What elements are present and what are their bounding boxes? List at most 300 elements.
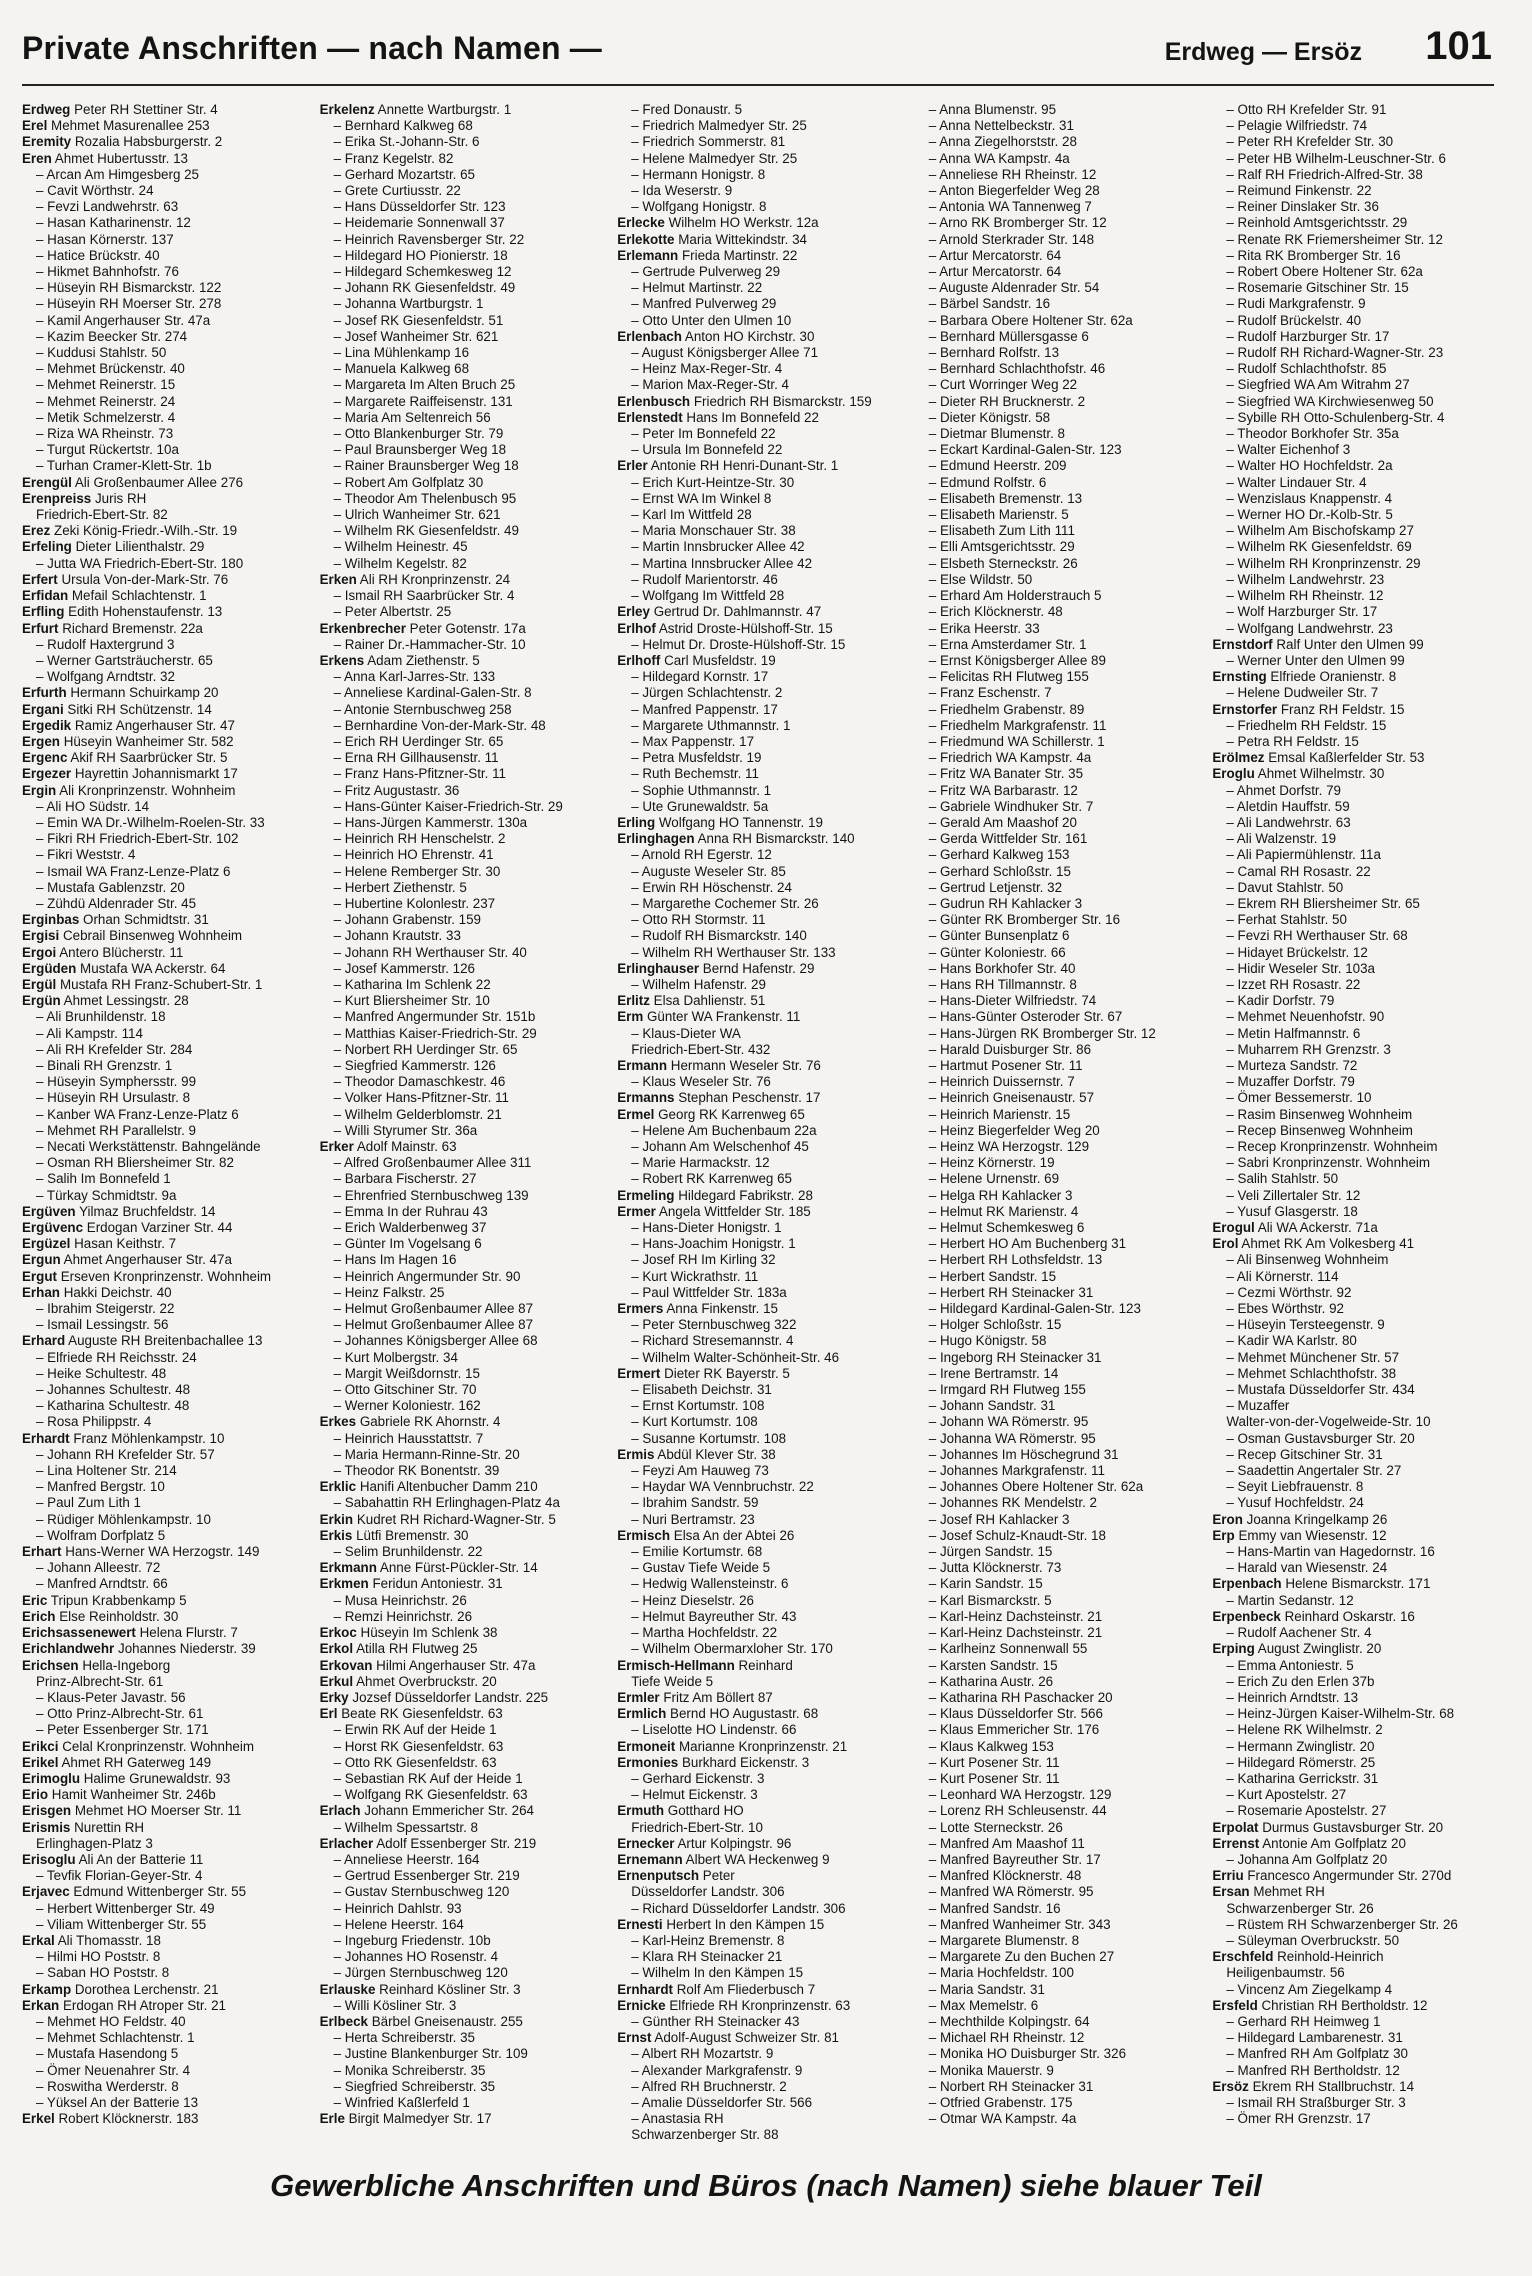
- entry-details: Hakki Deichstr. 40: [63, 1284, 172, 1300]
- entry-details: Elsa An der Abtei 26: [673, 1527, 795, 1543]
- directory-entry: [320, 621, 606, 637]
- directory-subentry: – Musa Heinrichstr. 26: [333, 1592, 467, 1608]
- directory-subentry: – Rosemarie Gitschiner Str. 15: [1226, 280, 1409, 296]
- directory-subentry: – Norbert RH Uerdinger Str. 65: [333, 1041, 518, 1057]
- entry-details: Hildegard Fabrikstr. 28: [678, 1187, 813, 1203]
- directory-subentry: – Camal RH Rosastr. 22: [1226, 863, 1371, 879]
- directory-subentry: – Richard Stresemannstr. 4: [631, 1333, 794, 1349]
- directory-entry: [22, 1252, 308, 1268]
- entry-details: Bärbel Gneisenaustr. 255: [371, 2013, 523, 2029]
- directory-subentry: – Tevfik Florian-Geyer-Str. 4: [36, 1868, 203, 1884]
- directory-subentry: – Elli Amtsgerichtsstr. 29: [928, 539, 1075, 555]
- directory-subentry: – Helmut Martinstr. 22: [631, 280, 763, 296]
- entry-surname: Erlinghagen: [617, 831, 695, 847]
- directory-subentry: – Margarete Zu den Buchen 27: [928, 1949, 1115, 1965]
- entry-surname: Erkis: [319, 1527, 353, 1543]
- directory-entry: [1212, 2079, 1498, 2095]
- directory-entry: [22, 491, 308, 507]
- directory-entry: [617, 1982, 903, 1998]
- directory-subentry: – Manfred Wanheimer Str. 343: [928, 1916, 1111, 1932]
- directory-entry: [320, 2014, 606, 2030]
- entry-details: Astrid Droste-Hülshoff-Str. 15: [658, 620, 833, 636]
- directory-entry: [1212, 766, 1498, 782]
- directory-subentry: – Josef RH Kahlacker 3: [928, 1511, 1070, 1527]
- entry-details: Beate RK Giesenfeldstr. 63: [341, 1706, 503, 1722]
- directory-subentry: – Mehmet Schlachthofstr. 38: [1226, 1365, 1397, 1381]
- directory-subentry: – Kazim Beecker Str. 274: [36, 328, 188, 344]
- directory-subentry: – Ebes Wörthstr. 92: [1226, 1301, 1344, 1317]
- directory-subentry: – Gertrud Letjenstr. 32: [928, 879, 1063, 895]
- directory-subentry: – Cavit Wörthstr. 24: [36, 183, 154, 199]
- entry-details: Kudret RH Richard-Wagner-Str. 5: [356, 1511, 556, 1527]
- entry-surname: Erhan: [22, 1284, 60, 1300]
- entry-surname: Ergül: [22, 976, 57, 992]
- entry-details: Hella-Ingeborg: [82, 1657, 171, 1673]
- directory-subentry: – Irene Bertramstr. 14: [928, 1365, 1059, 1381]
- directory-subentry: – Ali Körnerstr. 114: [1226, 1268, 1339, 1284]
- entry-details: Anna RH Bismarckstr. 140: [697, 831, 855, 847]
- directory-entry: [22, 1269, 308, 1285]
- directory-subentry: – Heinz Falkstr. 25: [333, 1284, 445, 1300]
- directory-entry: [320, 1803, 606, 1819]
- page-number: 101: [1425, 24, 1492, 68]
- entry-surname: Erol: [1212, 1236, 1239, 1252]
- entry-surname: Erisoglu: [22, 1851, 76, 1867]
- directory-subentry: – Johannes RK Mendelstr. 2: [928, 1495, 1098, 1511]
- directory-entry: [617, 1658, 903, 1674]
- entry-surname: Erschfeld: [1212, 1949, 1274, 1965]
- directory-subentry: – Ali RH Krefelder Str. 284: [36, 1041, 193, 1057]
- entry-details: Edith Hohenstaufenstr. 13: [68, 604, 223, 620]
- entry-details: Elfriede RH Kronprinzenstr. 63: [669, 1997, 851, 2013]
- directory-subentry: – Margarethe Cochemer Str. 26: [631, 895, 819, 911]
- directory-entry: [617, 993, 903, 1009]
- entry-details: Erdogan RH Atroper Str. 21: [62, 1997, 226, 2013]
- directory-subentry: – Margarete Raiffeisenstr. 131: [333, 393, 513, 409]
- entry-surname: Erdweg: [22, 102, 71, 117]
- entry-surname: Erpolat: [1212, 1819, 1259, 1835]
- entry-surname: Ermis: [617, 1446, 655, 1462]
- directory-entry: [22, 961, 308, 977]
- directory-subentry: – Rudolf Aachener Str. 4: [1226, 1625, 1372, 1641]
- entry-details: Annette Wartburgstr. 1: [377, 102, 512, 117]
- directory-subentry: – Rainer Braunsberger Weg 18: [333, 458, 519, 474]
- entry-surname: Ermanns: [617, 1090, 675, 1106]
- entry-surname: Erlemann: [617, 247, 679, 263]
- directory-subentry: – Holger Schloßstr. 15: [928, 1317, 1062, 1333]
- directory-column-1: [22, 102, 308, 2142]
- directory-subentry: – Ida Weserstr. 9: [631, 183, 733, 199]
- entry-surname: Erklic: [319, 1479, 357, 1495]
- directory-subentry: – Wilhelm RK Giesenfeldstr. 69: [1226, 539, 1412, 555]
- entry-surname: Eric: [22, 1592, 48, 1608]
- directory-subentry: – Hans-Dieter Honigstr. 1: [631, 1220, 782, 1236]
- directory-subentry: – Klaus-Peter Javastr. 56: [36, 1689, 186, 1705]
- directory-entry: [320, 1836, 606, 1852]
- directory-subentry: – Hans-Günter Kaiser-Friedrich-Str. 29: [333, 798, 563, 814]
- directory-subentry: – Rudolf Harzburger Str. 17: [1226, 328, 1390, 344]
- directory-subentry: – Eckart Kardinal-Galen-Str. 123: [928, 442, 1122, 458]
- directory-subentry: – Wilhelm Landwehrstr. 23: [1226, 571, 1385, 587]
- directory-subentry: – Walter HO Hochfeldstr. 2a: [1226, 458, 1393, 474]
- directory-subentry: – Manfred Arndtstr. 66: [36, 1576, 168, 1592]
- directory-subentry: – Elisabeth Deichstr. 31: [631, 1382, 772, 1398]
- directory-subentry: – Max Pappenstr. 17: [631, 733, 755, 749]
- entry-details: Dieter RK Bayerstr. 5: [664, 1365, 790, 1381]
- directory-subentry: – Ulrich Wanheimer Str. 621: [333, 507, 501, 523]
- directory-subentry: – Rainer Dr.-Hammacher-Str. 10: [333, 636, 526, 652]
- entry-details: Hasan Keithstr. 7: [74, 1236, 177, 1252]
- entry-details: Wilhelm HO Werkstr. 12a: [668, 215, 819, 231]
- entry-details: Durmus Gustavsburger Str. 20: [1262, 1819, 1444, 1835]
- directory-entry: [617, 621, 903, 637]
- directory-subentry: – Karl-Heinz Dachsteinstr. 21: [928, 1625, 1103, 1641]
- directory-subentry: – Hans Im Hagen 16: [333, 1252, 457, 1268]
- entry-surname: Erlauske: [319, 1981, 376, 1997]
- directory-subentry: – Recep Kronprinzenstr. Wohnheim: [1226, 1139, 1438, 1154]
- directory-subentry: – Mehmet HO Feldstr. 40: [36, 2013, 186, 2029]
- entry-surname: Ernenputsch: [617, 1868, 700, 1884]
- entry-surname: Erkovan: [319, 1657, 373, 1673]
- entry-surname: Ernstdorf: [1212, 636, 1273, 652]
- directory-subentry: – Grete Curtiusstr. 22: [333, 183, 461, 199]
- directory-subentry: – Dietmar Blumenstr. 8: [928, 426, 1065, 442]
- directory-subentry: – Zühdü Aldenrader Str. 45: [36, 895, 197, 911]
- directory-subentry: – Helmut RK Marienstr. 4: [928, 1203, 1079, 1219]
- directory-subentry: – Binali RH Grenzstr. 1: [36, 1057, 173, 1073]
- entry-surname: Erenpreiss: [22, 490, 92, 506]
- directory-subentry: – Gustav Sternbuschweg 120: [333, 1884, 510, 1900]
- directory-subentry: – Wilhelm In den Kämpen 15: [631, 1965, 804, 1981]
- entry-details: Adolf-August Schweizer Str. 81: [654, 2030, 839, 2046]
- entry-details: Ralf Unter den Ulmen 99: [1276, 636, 1424, 652]
- directory-entry: [1212, 1512, 1498, 1528]
- entry-surname: Erkamp: [22, 1981, 72, 1997]
- directory-subentry: – Seyit Liebfrauenstr. 8: [1226, 1479, 1364, 1495]
- directory-subentry: – Werner Unter den Ulmen 99: [1226, 652, 1405, 668]
- directory-subentry: – Heinrich Dahlstr. 93: [333, 1900, 462, 1916]
- entry-details: Emsal Kaßlerfelder Str. 53: [1268, 750, 1425, 766]
- entry-details: Georg RK Karrenweg 65: [658, 1106, 805, 1122]
- directory-subentry: – Emma Antoniestr. 5: [1226, 1657, 1354, 1673]
- directory-subentry: – Herbert HO Am Buchenberg 31: [928, 1236, 1127, 1252]
- directory-entry: [320, 1982, 606, 1998]
- entry-details: Helena Flurstr. 7: [139, 1625, 238, 1641]
- directory-subentry: – Hans-Günter Osteroder Str. 67: [928, 1009, 1123, 1025]
- directory-entry: [22, 2111, 308, 2127]
- directory-entry: [22, 702, 308, 718]
- entry-details: Wolfgang HO Tannenstr. 19: [658, 814, 823, 830]
- entry-surname: Ergezer: [22, 766, 72, 782]
- directory-subentry: – Gerhard Mozartstr. 65: [333, 166, 475, 182]
- directory-subentry: – Katharina Im Schlenk 22: [333, 976, 491, 992]
- entry-continuation: Schwarzenberger Str. 88: [631, 2127, 779, 2142]
- directory-subentry: – Manfred RH Bertholdstr. 12: [1226, 2062, 1400, 2078]
- entry-details: Hüseyin Wanheimer Str. 582: [63, 733, 234, 749]
- directory-column-3: [617, 102, 903, 2142]
- directory-entry: [320, 1512, 606, 1528]
- directory-subentry: – Sebastian RK Auf der Heide 1: [333, 1770, 523, 1786]
- entry-surname: Erkes: [319, 1414, 357, 1430]
- entry-details: Erseven Kronprinzenstr. Wohnheim: [60, 1268, 272, 1284]
- directory-subentry: – Aletdin Hauffstr. 59: [1226, 798, 1350, 814]
- entry-surname: Erkal: [22, 1932, 55, 1948]
- entry-surname: Erfert: [22, 571, 58, 587]
- directory-subentry: – Erich Zu den Erlen 37b: [1226, 1673, 1375, 1689]
- directory-subentry: – Günther RH Steinacker 43: [631, 2013, 800, 2029]
- directory-subentry: – Helmut Großenbaumer Allee 87: [333, 1317, 534, 1333]
- directory-subentry: – Rudolf Schlachthofstr. 85: [1226, 361, 1387, 377]
- directory-subentry: – Manfred RH Am Golfplatz 30: [1226, 2046, 1408, 2062]
- directory-subentry: – Franz Kegelstr. 82: [333, 150, 454, 166]
- directory-subentry: – Rudolf Haxtergrund 3: [36, 636, 175, 652]
- directory-subentry: – Johannes HO Rosenstr. 4: [333, 1949, 499, 1965]
- directory-subentry: – Elsbeth Sterneckstr. 26: [928, 555, 1078, 571]
- directory-entry: [22, 1625, 308, 1641]
- directory-subentry: – Metik Schmelzerstr. 4: [36, 409, 176, 425]
- directory-subentry: – Herbert Wittenberger Str. 49: [36, 1900, 215, 1916]
- directory-subentry: – Cezmi Wörthstr. 92: [1226, 1284, 1352, 1300]
- directory-subentry: – Erhard Am Holderstrauch 5: [928, 588, 1102, 604]
- directory-subentry: – Erich Walderbenweg 37: [333, 1220, 487, 1236]
- directory-subentry: – Heidemarie Sonnenwall 37: [333, 215, 505, 231]
- directory-subentry: – Ali Walzenstr. 19: [1226, 831, 1337, 847]
- directory-subentry: – Hildegard Schemkesweg 12: [333, 264, 512, 280]
- directory-entry: [22, 1593, 308, 1609]
- directory-entry: [22, 685, 308, 701]
- directory-entry: [320, 1690, 606, 1706]
- entry-surname: Ernhardt: [617, 1981, 673, 1997]
- directory-subentry: – Peter RH Krefelder Str. 30: [1226, 134, 1394, 150]
- entry-details: Frieda Martinstr. 22: [681, 247, 798, 263]
- directory-subentry: – Siegfried WA Kirchwiesenweg 50: [1226, 393, 1434, 409]
- directory-subentry: – Alfred Großenbaumer Allee 311: [333, 1155, 532, 1171]
- entry-surname: Ermisch: [617, 1527, 671, 1543]
- directory-subentry: – Fritz Augustastr. 36: [333, 782, 460, 798]
- directory-subentry: – Manfred Klöcknerstr. 48: [928, 1868, 1082, 1884]
- entry-details: Sitki RH Schützenstr. 14: [67, 701, 212, 717]
- directory-subentry: – Hasan Katharinenstr. 12: [36, 215, 191, 231]
- directory-subentry: – Maria Hochfeldstr. 100: [928, 1965, 1074, 1981]
- entry-details: Peter Gotenstr. 17a: [409, 620, 526, 636]
- entry-surname: Erhart: [22, 1544, 62, 1560]
- entry-surname: Ermoneit: [617, 1738, 676, 1754]
- directory-subentry: – Helene Heerstr. 164: [333, 1916, 464, 1932]
- directory-subentry: – Siegfried Schreiberstr. 35: [333, 2078, 496, 2094]
- directory-subentry: – Ismail WA Franz-Lenze-Platz 6: [36, 863, 231, 879]
- directory-subentry: – Wolf Harzburger Str. 17: [1226, 604, 1378, 620]
- directory-subentry: – Günter Im Vogelsang 6: [333, 1236, 482, 1252]
- directory-subentry: – Helene Remberger Str. 30: [333, 863, 501, 879]
- directory-subentry: – Robert Obere Holtener Str. 62a: [1226, 264, 1423, 280]
- directory-entry: [617, 232, 903, 248]
- directory-subentry: – Wolfgang Arndtstr. 32: [36, 669, 175, 685]
- entry-details: Else Reinholdstr. 30: [59, 1608, 179, 1624]
- directory-subentry: – Helene RK Wilhelmstr. 2: [1226, 1722, 1383, 1738]
- directory-subentry: – Karl Im Wittfeld 28: [631, 507, 752, 523]
- directory-subentry: – Mehmet Schlachtenstr. 1: [36, 2030, 195, 2046]
- directory-entry: [617, 1366, 903, 1382]
- entry-details: Reinhard: [738, 1657, 793, 1673]
- directory-subentry: – Barbara Fischerstr. 27: [333, 1171, 477, 1187]
- entry-details: Halime Grunewaldstr. 93: [83, 1770, 231, 1786]
- directory-subentry: – Mehmet Neuenhofstr. 90: [1226, 1009, 1385, 1025]
- directory-subentry: – Murteza Sandstr. 72: [1226, 1057, 1358, 1073]
- directory-subentry: – Auguste Weseler Str. 85: [631, 863, 786, 879]
- directory-entry: [22, 102, 308, 118]
- directory-subentry: – Wilhelm Obermarxloher Str. 170: [631, 1641, 833, 1657]
- directory-subentry: – Helmut Schemkesweg 6: [928, 1220, 1085, 1236]
- directory-subentry: – Johann Krautstr. 33: [333, 928, 461, 944]
- entry-details: Feridun Antoniestr. 31: [372, 1576, 503, 1592]
- directory-subentry: – Marie Harmackstr. 12: [631, 1155, 770, 1171]
- directory-columns: [22, 102, 1498, 2142]
- entry-surname: Ergen: [22, 733, 60, 749]
- entry-details: Ahmet Angerhauser Str. 47a: [63, 1252, 232, 1268]
- directory-column-2: [320, 102, 606, 2142]
- directory-subentry: – Walter Eichenhof 3: [1226, 442, 1351, 458]
- entry-details: Franz Möhlenkampstr. 10: [73, 1430, 225, 1446]
- directory-subentry: – Recep Binsenweg Wohnheim: [1226, 1122, 1413, 1138]
- directory-subentry: – Else Wildstr. 50: [928, 571, 1033, 587]
- entry-surname: Ermer: [617, 1203, 656, 1219]
- directory-entry: [617, 2030, 903, 2046]
- entry-surname: Erpenbach: [1212, 1576, 1282, 1592]
- directory-subentry: – Rosa Philippstr. 4: [36, 1414, 152, 1430]
- directory-subentry: – Anneliese RH Rheinstr. 12: [928, 166, 1097, 182]
- entry-details: Franz RH Feldstr. 15: [1280, 701, 1405, 717]
- directory-subentry: – Heinrich HO Ehrenstr. 41: [333, 847, 494, 863]
- entry-surname: Erfling: [22, 604, 65, 620]
- entry-surname: Erichsen: [22, 1657, 79, 1673]
- directory-subentry: – Lorenz RH Schleusenstr. 44: [928, 1803, 1107, 1819]
- directory-entry: [22, 1641, 308, 1657]
- directory-subentry: – Gabriele Windhuker Str. 7: [928, 798, 1094, 814]
- directory-subentry: – Muzaffer: [1226, 1398, 1290, 1414]
- entry-details: Ahmet RK Am Volkesberg 41: [1241, 1236, 1415, 1252]
- entry-surname: Ersöz: [1212, 2078, 1249, 2094]
- directory-subentry: – Rüdiger Möhlenkampstr. 10: [36, 1511, 211, 1527]
- entry-details: Mehmet HO Moerser Str. 11: [74, 1803, 242, 1819]
- directory-subentry: – Manfred Angermunder Str. 151b: [333, 1009, 536, 1025]
- directory-subentry: – Fikri RH Friedrich-Ebert-Str. 102: [36, 831, 239, 847]
- directory-entry: [22, 718, 308, 734]
- directory-subentry: – Peter Sternbuschweg 322: [631, 1317, 797, 1333]
- entry-surname: Erlinghauser: [617, 960, 700, 976]
- directory-entry: [22, 539, 308, 555]
- directory-subentry: – Ferhat Stahlstr. 50: [1226, 912, 1347, 928]
- entry-surname: Ermert: [617, 1365, 661, 1381]
- directory-subentry: – Bernhard Müllersgasse 6: [928, 328, 1089, 344]
- directory-entry: [617, 831, 903, 847]
- entry-details: Mefail Schlachtenstr. 1: [71, 588, 207, 604]
- directory-entry: [1212, 1576, 1498, 1592]
- directory-subentry: – Süleyman Overbruckstr. 50: [1226, 1932, 1400, 1948]
- entry-continuation: Friedrich-Ebert-Str. 82: [36, 507, 168, 523]
- directory-entry: [320, 1414, 606, 1430]
- directory-subentry: – Ali Kampstr. 114: [36, 1025, 143, 1041]
- entry-continuation: Friedrich-Ebert-Str. 10: [631, 1819, 763, 1835]
- directory-subentry: – Friedrich WA Kampstr. 4a: [928, 750, 1092, 766]
- directory-subentry: – Manfred Am Maashof 11: [928, 1835, 1085, 1851]
- entry-surname: Erez: [22, 523, 51, 539]
- directory-subentry: – Katharina Austr. 26: [928, 1673, 1054, 1689]
- directory-subentry: – Wilhelm RH Kronprinzenstr. 29: [1226, 555, 1421, 571]
- entry-details: August Zwinglistr. 20: [1257, 1641, 1382, 1657]
- directory-subentry: – Wenzislaus Knappenstr. 4: [1226, 490, 1393, 506]
- directory-entry: [617, 815, 903, 831]
- directory-subentry: – Karin Sandstr. 15: [928, 1576, 1043, 1592]
- entry-details: Reinhold-Heinrich: [1277, 1949, 1384, 1965]
- page-header: [22, 24, 1492, 80]
- directory-subentry: – Ute Grunewaldstr. 5a: [631, 798, 769, 814]
- entry-surname: Errenst: [1212, 1835, 1260, 1851]
- directory-subentry: – Horst RK Giesenfeldstr. 63: [333, 1738, 504, 1754]
- entry-surname: Erkens: [319, 652, 365, 668]
- directory-subentry: – Anna Nettelbeckstr. 31: [928, 118, 1074, 134]
- entry-surname: Ernecker: [617, 1835, 675, 1851]
- directory-entry: [320, 102, 606, 118]
- entry-details: Elfriede Oranienstr. 8: [1270, 669, 1397, 685]
- directory-subentry: – Muzaffer Dorfstr. 79: [1226, 1074, 1355, 1090]
- directory-subentry: – Elisabeth Zum Lith 111: [928, 523, 1075, 539]
- directory-entry: [617, 1836, 903, 1852]
- directory-subentry: – Hüseyin RH Bismarckstr. 122: [36, 280, 222, 296]
- entry-details: Anne Fürst-Pückler-Str. 14: [379, 1560, 538, 1576]
- directory-subentry: – Ali Papiermühlenstr. 11a: [1226, 847, 1381, 863]
- directory-entry: [22, 588, 308, 604]
- entry-details: Carl Musfeldstr. 19: [664, 652, 776, 668]
- directory-subentry: – Maria Sandstr. 31: [928, 1981, 1045, 1997]
- directory-subentry: – Riza WA Rheinstr. 73: [36, 426, 174, 442]
- directory-subentry: – Lina Mühlenkamp 16: [333, 345, 470, 361]
- directory-subentry: – Wolfgang Landwehrstr. 23: [1226, 620, 1393, 636]
- directory-subentry: – Maria Monschauer Str. 38: [631, 523, 796, 539]
- directory-subentry: – Monika Mauerstr. 9: [928, 2062, 1054, 2078]
- directory-subentry: – Ali HO Südstr. 14: [36, 798, 150, 814]
- footer-note: Gewerbliche Anschriften und Büros (nach Namen) siehe blauer Teil: [270, 2168, 1262, 2203]
- directory-entry: [320, 1139, 606, 1155]
- directory-subentry: – Wolfgang Im Wittfeld 28: [631, 588, 785, 604]
- directory-subentry: – Helene Am Buchenbaum 22a: [631, 1122, 817, 1138]
- entry-continuation: Tiefe Weide 5: [631, 1673, 714, 1689]
- directory-subentry: – Anna Blumenstr. 95: [928, 102, 1057, 117]
- directory-subentry: – Hildegard Kornstr. 17: [631, 669, 769, 685]
- entry-surname: Erken: [319, 571, 357, 587]
- directory-subentry: – Bernhard Rolfstr. 13: [928, 345, 1060, 361]
- directory-entry: [22, 993, 308, 1009]
- directory-subentry: – Kamil Angerhauser Str. 47a: [36, 312, 211, 328]
- directory-subentry: – Wolfram Dorfplatz 5: [36, 1527, 166, 1543]
- directory-subentry: – Margarete Uthmannstr. 1: [631, 717, 791, 733]
- directory-subentry: – Davut Stahlstr. 50: [1226, 879, 1344, 895]
- directory-subentry: – Theodor Damaschkestr. 46: [333, 1074, 506, 1090]
- directory-subentry: – Otto RH Krefelder Str. 91: [1226, 102, 1387, 117]
- entry-surname: Erel: [22, 118, 48, 134]
- directory-subentry: – Hidir Weseler Str. 103a: [1226, 960, 1375, 976]
- directory-subentry: – Muharrem RH Grenzstr. 3: [1226, 1041, 1391, 1057]
- directory-subentry: – Reiner Dinslaker Str. 36: [1226, 199, 1379, 215]
- directory-subentry: – Rosemarie Apostelstr. 27: [1226, 1803, 1387, 1819]
- entry-surname: Erhardt: [22, 1430, 70, 1446]
- directory-subentry: – Bernhardine Von-der-Mark-Str. 48: [333, 717, 546, 733]
- entry-details: Hans Im Bonnefeld 22: [686, 409, 819, 425]
- entry-surname: Ermisch-Hellmann: [617, 1657, 735, 1673]
- directory-subentry: – Johann RH Krefelder Str. 57: [36, 1446, 215, 1462]
- entry-surname: Erkmann: [319, 1560, 377, 1576]
- directory-subentry: – Klaus Weseler Str. 76: [631, 1074, 771, 1090]
- entry-surname: Erler: [617, 458, 648, 474]
